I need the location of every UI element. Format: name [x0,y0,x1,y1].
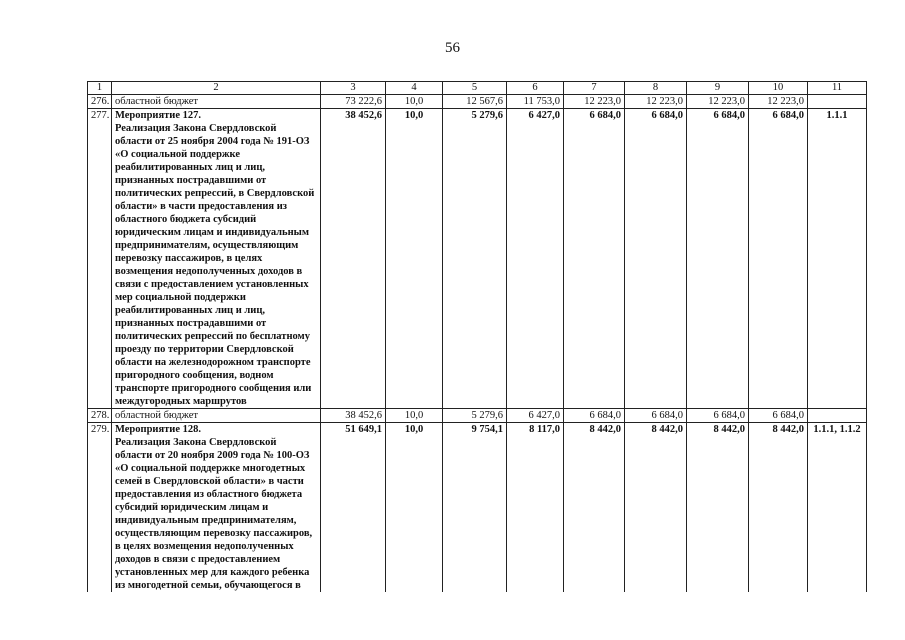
value-cell: 10,0 [386,109,443,409]
row-name: областной бюджет [112,95,321,109]
value-cell: 12 223,0 [625,95,687,109]
value-cell: 8 442,0 [749,423,808,593]
target-cell: 1.1.1, 1.1.2 [808,423,867,593]
value-cell: 5 279,6 [443,409,507,423]
header-cell: 5 [443,82,507,95]
value-cell: 11 753,0 [507,95,564,109]
value-cell: 6 684,0 [749,109,808,409]
value-cell: 5 279,6 [443,109,507,409]
page-number: 56 [445,40,460,56]
row-index: 279. [88,423,112,593]
value-cell: 38 452,6 [321,109,386,409]
value-cell: 8 117,0 [507,423,564,593]
value-cell: 6 684,0 [564,409,625,423]
table-row [88,109,867,409]
table-row [88,423,867,593]
header-row [88,82,867,95]
table-row [88,409,867,423]
value-cell: 73 222,6 [321,95,386,109]
value-cell: 8 442,0 [625,423,687,593]
value-cell: 10,0 [386,95,443,109]
row-index: 277. [88,109,112,409]
value-cell: 8 442,0 [687,423,749,593]
header-cell: 1 [88,82,112,95]
value-cell: 6 684,0 [687,409,749,423]
value-cell: 6 684,0 [625,109,687,409]
value-cell: 12 223,0 [749,95,808,109]
header-cell: 9 [687,82,749,95]
target-cell: 1.1.1 [808,109,867,409]
value-cell: 12 223,0 [564,95,625,109]
value-cell: 12 223,0 [687,95,749,109]
header-cell: 11 [808,82,867,95]
value-cell: 38 452,6 [321,409,386,423]
row-name: областной бюджет [112,409,321,423]
header-cell: 2 [112,82,321,95]
value-cell: 6 427,0 [507,409,564,423]
value-cell: 10,0 [386,423,443,593]
budget-table [87,81,867,592]
value-cell: 51 649,1 [321,423,386,593]
value-cell: 6 684,0 [625,409,687,423]
header-cell: 4 [386,82,443,95]
row-index: 276. [88,95,112,109]
header-cell: 7 [564,82,625,95]
row-index: 278. [88,409,112,423]
value-cell: 9 754,1 [443,423,507,593]
value-cell: 8 442,0 [564,423,625,593]
header-cell: 8 [625,82,687,95]
value-cell: 6 684,0 [687,109,749,409]
table-row [88,95,867,109]
value-cell: 6 427,0 [507,109,564,409]
header-cell: 3 [321,82,386,95]
target-cell [808,409,867,423]
row-name: Мероприятие 127. Реализация Закона Свердловской области от 25 ноября 2004 года № 191-ОЗ «О социальной поддержке реабилитированных лиц и лиц, признанных пострадавшими от политических репрессий, в Свердловской области» в части предоставления из областного бюджета субсидий юридическим лицам и индивидуальным предпринимателям, осуществляющим перевозку пассажиров, в целях возмещения недополученных доходов в связи с предоставлением установленных мер социальной поддержки реабилитированных лиц и лиц, признанных пострадавшими от политических репрессий по бесплатному проезду по территории Свердловской области на железнодорожном транспорте пригородного сообщения, водном транспорте пригородного сообщения или междугородных маршрутов [112,109,321,409]
value-cell: 12 567,6 [443,95,507,109]
header-cell: 6 [507,82,564,95]
value-cell: 6 684,0 [564,109,625,409]
value-cell: 6 684,0 [749,409,808,423]
row-name: Мероприятие 128. Реализация Закона Свердловской области от 20 ноября 2009 года № 100-ОЗ «О социальной поддержке многодетных семей в Свердловской области» в части предоставления из областного бюджета субсидий юридическим лицам и индивидуальным предпринимателям, осуществляющим перевозку пассажиров, в целях возмещения недополученных доходов в связи с предоставлением установленных мер для каждого ребенка из многодетной семьи, обучающегося в [112,423,321,593]
value-cell: 10,0 [386,409,443,423]
header-cell: 10 [749,82,808,95]
target-cell [808,95,867,109]
